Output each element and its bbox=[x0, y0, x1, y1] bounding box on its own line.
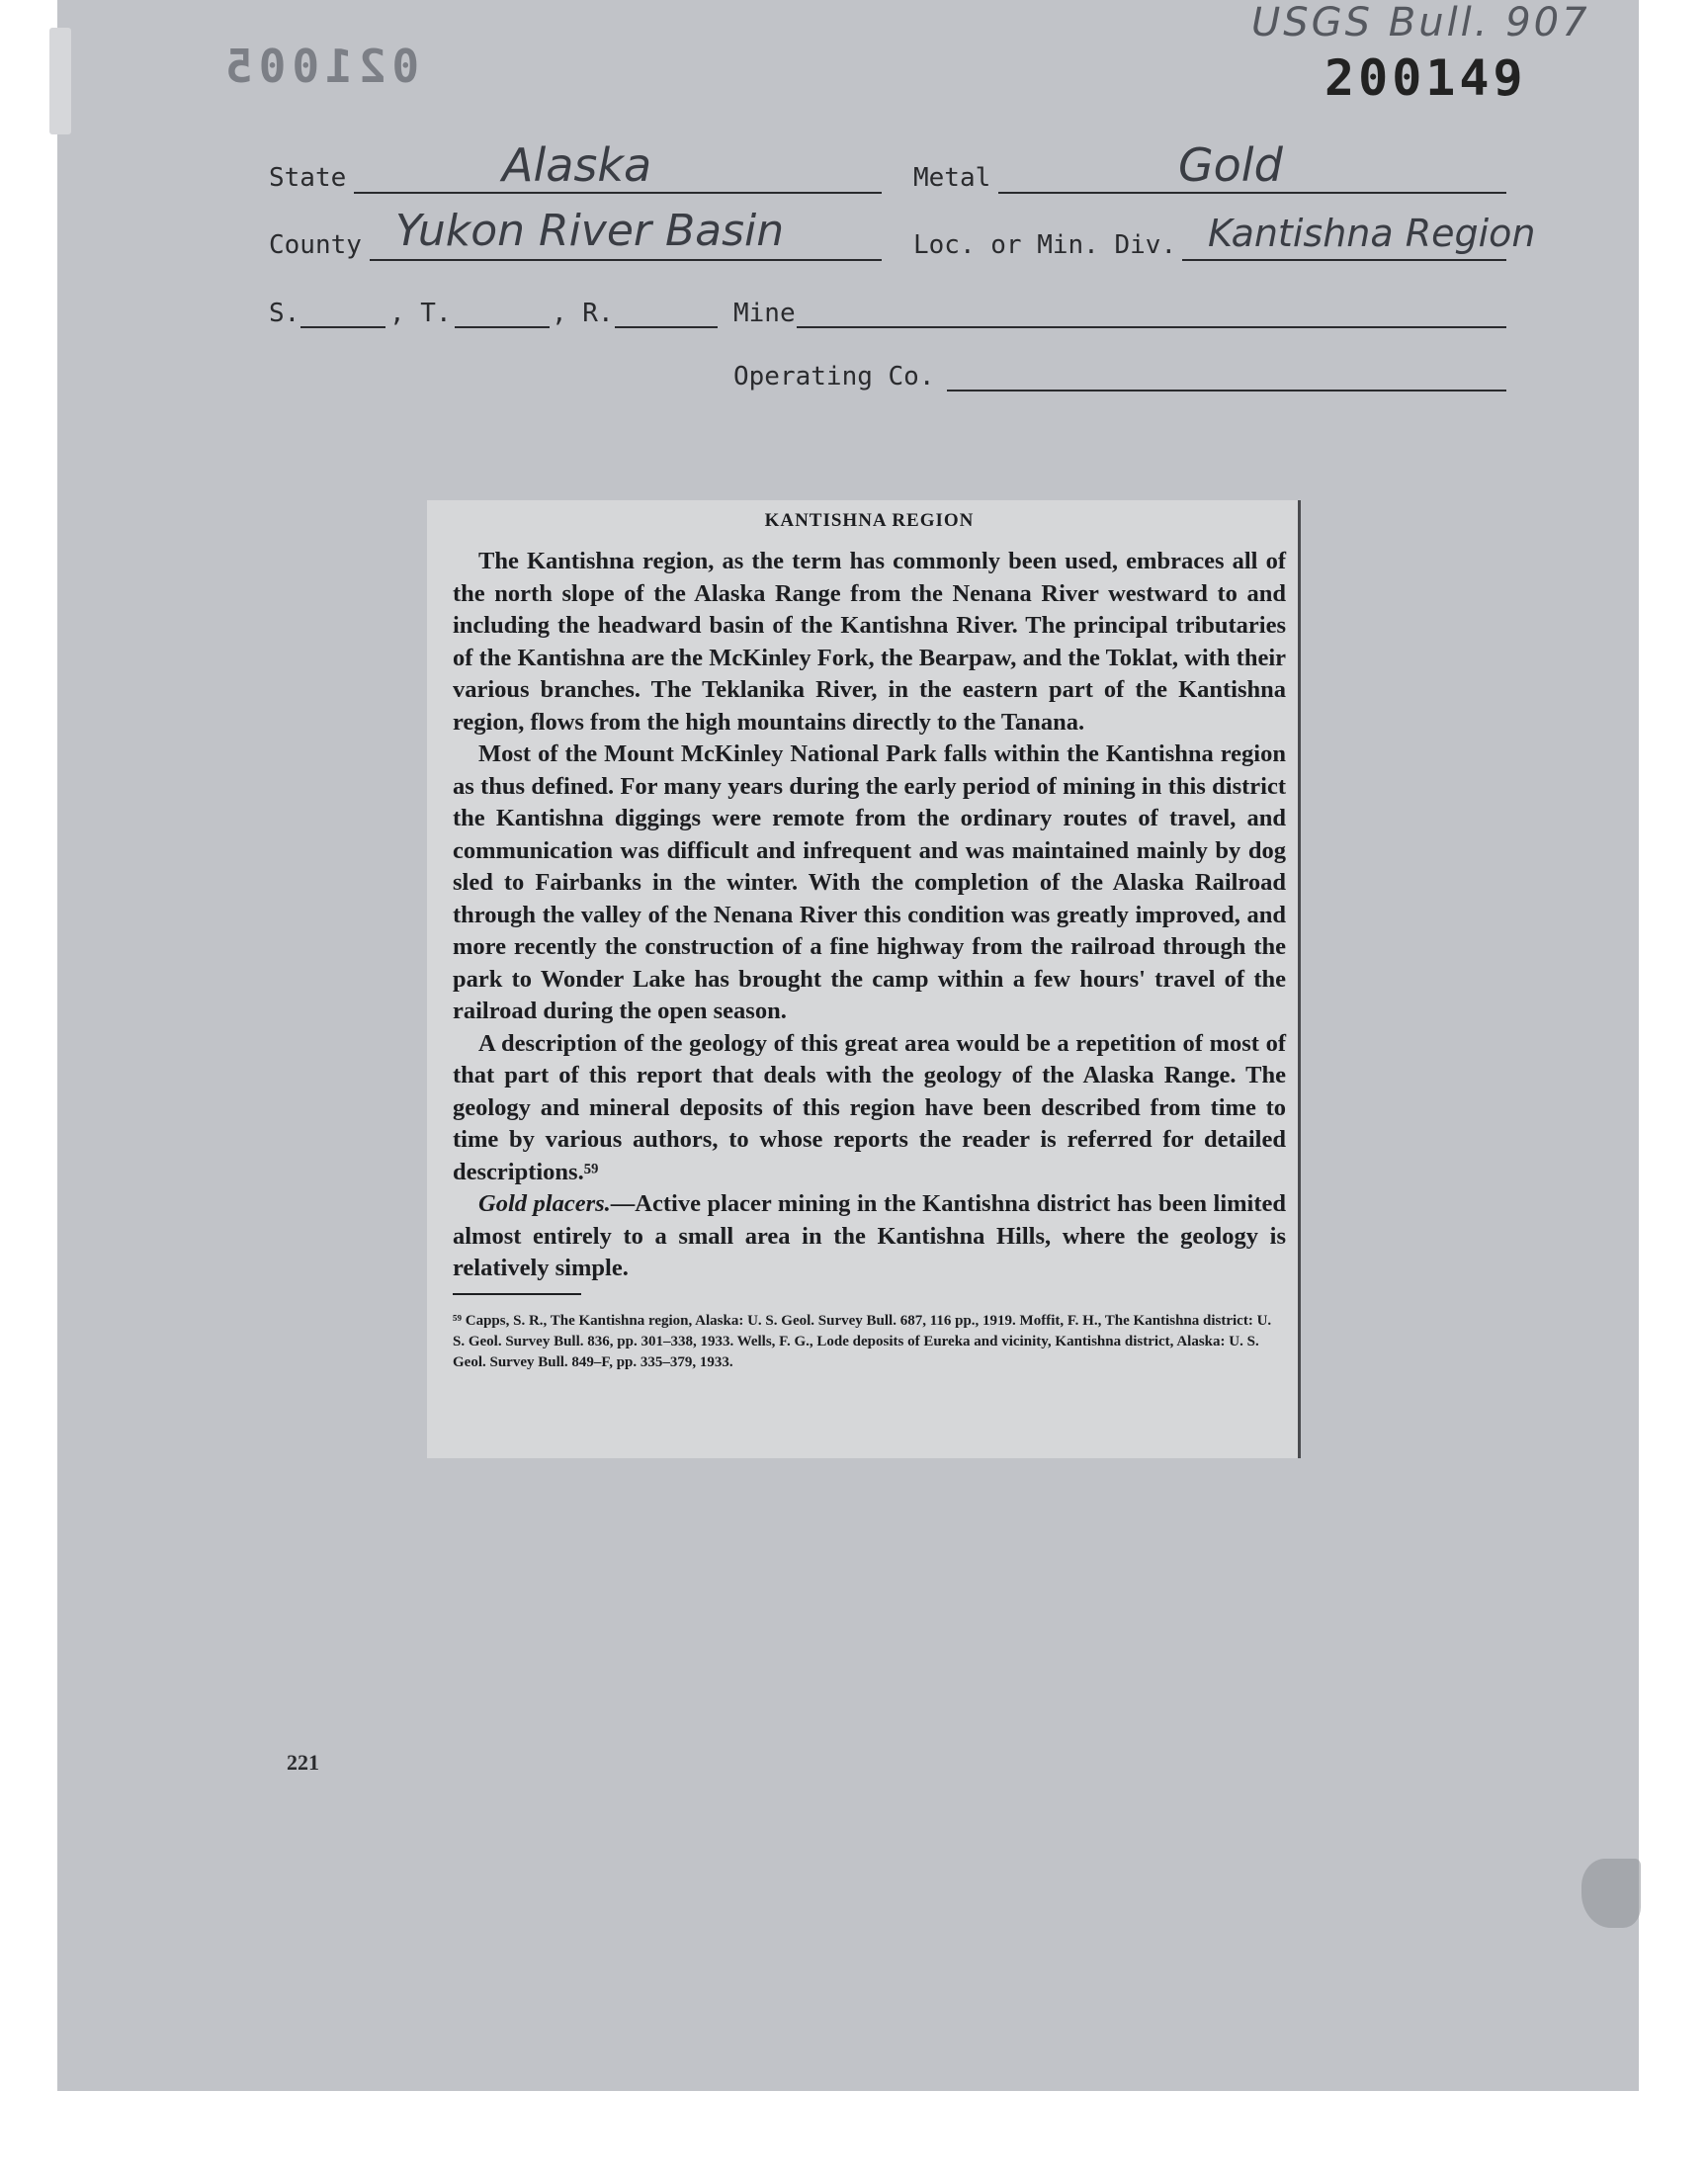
card-tab-edge bbox=[49, 28, 71, 134]
clipping-paragraph-1: The Kantishna region, as the term has commonly been used, embraces all of the north slope of the Alaska Range from the Nenana River westward to and including the headward basin of the Kantishna River. The principal tributaries of the Kantishna are the McKinley Fork, the Bearpaw, and the Toklat, with their various branches. The Teklanika River, in the eastern part of the Kantishna region, flows from the high mountains directly to the Tanana. bbox=[453, 548, 1286, 736]
clipping-title: KANTISHNA REGION bbox=[764, 510, 975, 531]
range-label: , R. bbox=[552, 299, 614, 328]
footnote-59: ⁵⁹ Capps, S. R., The Kantishna region, Alaska: U. S. Geol. Survey Bull. 687, 116 pp., 1919. Moffit, F. H., The Kantishna district: U. S. Geol. Survey Bull. 836, pp. 301–338, 1933. Wells, F. G., Lode deposits of Eureka and vicinity, Kantishna district, Alaska: U. S. Geol. Survey Bull. 849–F, pp. 335–379, 1933. bbox=[453, 1312, 1272, 1370]
range-line bbox=[615, 326, 718, 328]
section-label: S. bbox=[269, 299, 300, 328]
loc-value: Kantishna Region bbox=[1208, 212, 1536, 255]
county-value: Yukon River Basin bbox=[395, 206, 785, 256]
usgs-bulletin-note: USGS Bull. 907 bbox=[1251, 0, 1590, 45]
article-clipping bbox=[427, 500, 1301, 1458]
metal-line bbox=[998, 192, 1506, 194]
page-number: 221 bbox=[287, 1750, 319, 1775]
operating-co-line bbox=[947, 390, 1506, 392]
loc-line bbox=[1182, 259, 1506, 261]
metal-label: Metal bbox=[913, 163, 991, 193]
county-label: County bbox=[269, 230, 362, 260]
clipping-paragraph-2: Most of the Mount McKinley National Park falls within the Kantishna region as thus defined. For many years during the early period of mining in this district the Kantishna diggings were remote from the ordinary routes of travel, and communication was difficult and infrequent and was maintained mainly by dog sled to Fairbanks in the winter. With the completion of the Alaska Railroad through the valley of the Nenana River this condition was greatly improved, and more recently the construction of a fine highway from the railroad through the park to Wonder Lake has brought the camp within a few hours' travel of the railroad during the open season. bbox=[453, 740, 1286, 1024]
state-value: Alaska bbox=[502, 138, 652, 192]
gold-placers-heading: Gold placers. bbox=[478, 1190, 611, 1217]
state-line bbox=[354, 192, 882, 194]
mine-line bbox=[797, 326, 1506, 328]
metal-value: Gold bbox=[1178, 138, 1283, 192]
section-line bbox=[300, 326, 385, 328]
ink-smudge bbox=[1581, 1859, 1641, 1928]
mine-label: Mine bbox=[733, 299, 796, 328]
record-id-stamp: 200149 bbox=[1324, 49, 1527, 107]
township-label: , T. bbox=[389, 299, 452, 328]
gold-placers-text: —Active placer mining in the Kantishna district has been limited almost entirely to a small area in the Kantishna Hills, where the geology is relatively simple. bbox=[453, 1190, 1286, 1281]
mirrored-stamp-number: 021005 bbox=[219, 40, 420, 93]
loc-label: Loc. or Min. Div. bbox=[913, 230, 1177, 260]
clipping-paragraph-4 bbox=[453, 1188, 1286, 1285]
footnote-rule bbox=[453, 1293, 581, 1295]
state-label: State bbox=[269, 163, 347, 193]
county-line bbox=[370, 259, 882, 261]
clipping-paragraph-3: A description of the geology of this great area would be a repetition of most of that part of this report that deals with the geology of the Alaska Range. The geology and mineral deposits of this region have been described from time to time by various authors, to whose reports the reader is referred for detailed descriptions.⁵⁹ bbox=[453, 1029, 1286, 1185]
operating-co-label: Operating Co. bbox=[733, 362, 935, 392]
township-line bbox=[455, 326, 550, 328]
